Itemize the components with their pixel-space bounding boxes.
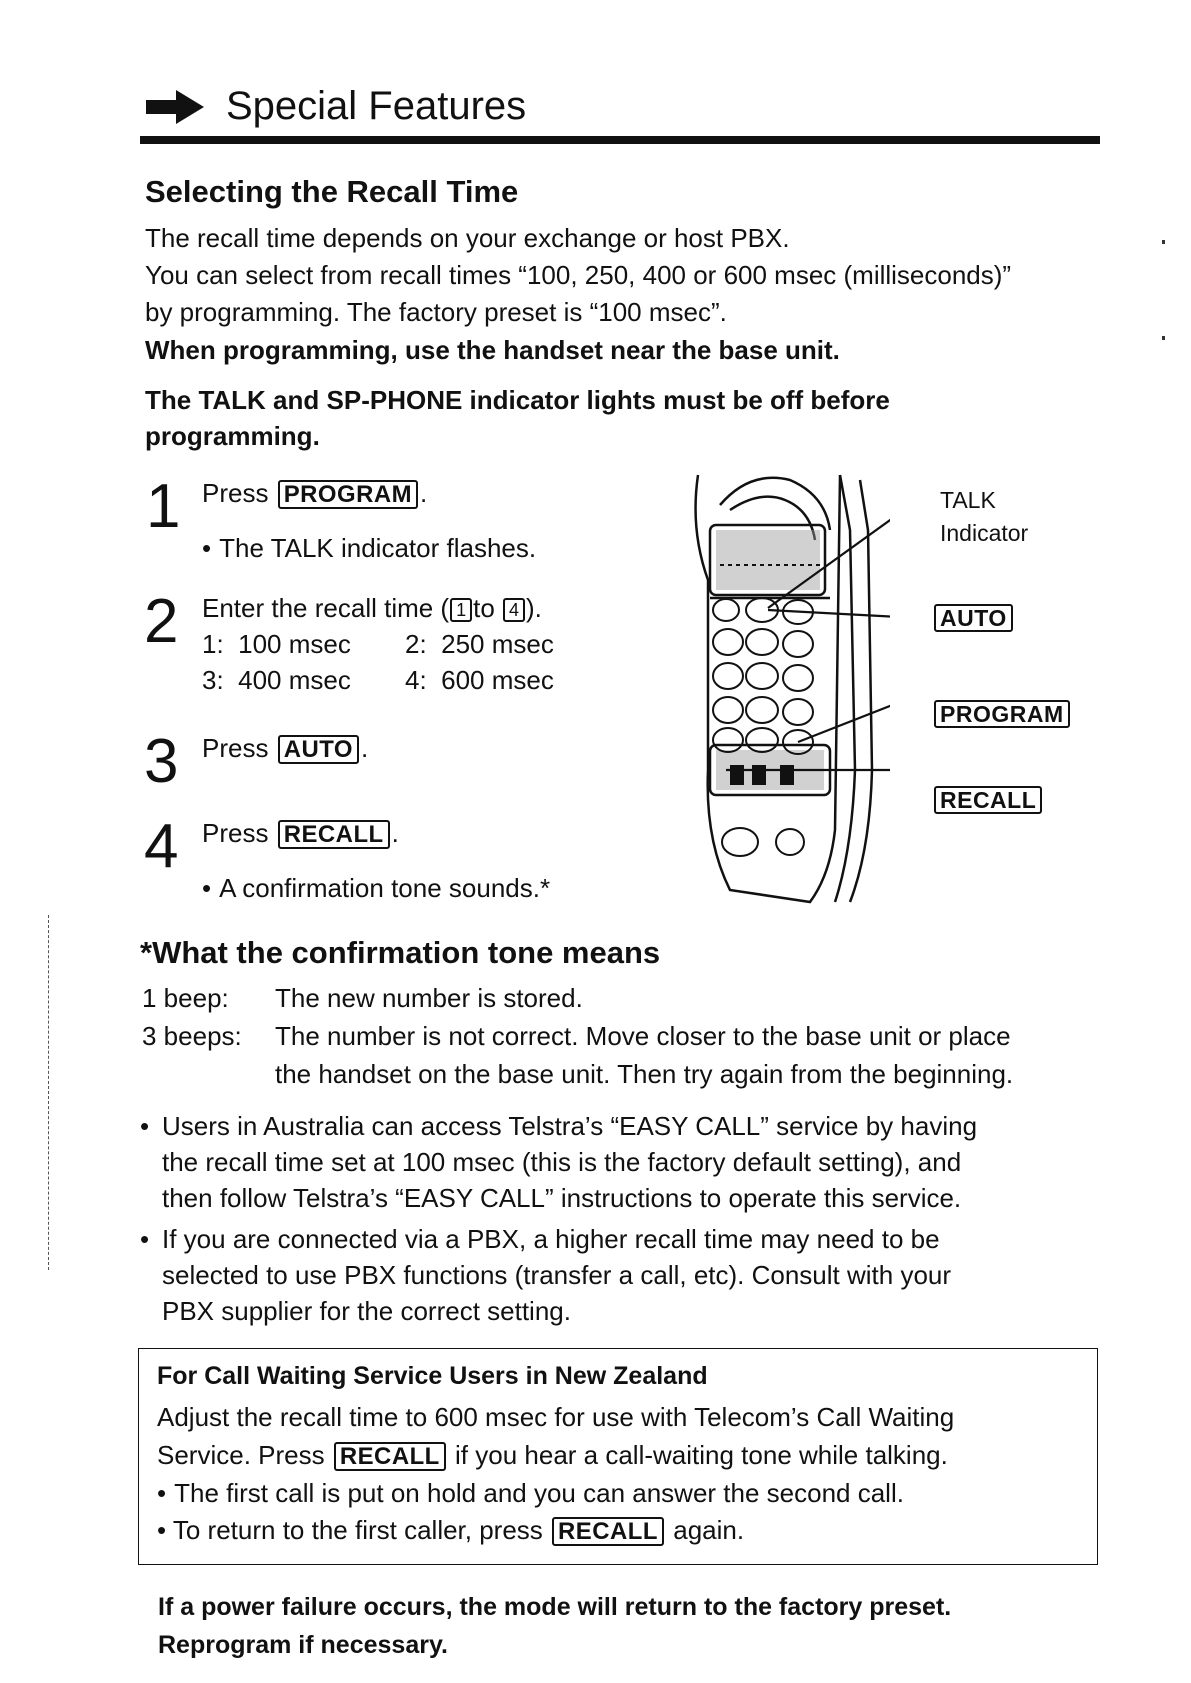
box-text: if you hear a call-waiting tone while talking.: [455, 1440, 948, 1470]
intro-line-1: The recall time depends on your exchange or host PBX.: [145, 223, 790, 253]
indicator-note-1: The TALK and SP-PHONE indicator lights must be off before: [145, 385, 890, 415]
beep-1-key: 1 beep:: [142, 983, 229, 1013]
note-line: the recall time set at 100 msec (this is the factory default setting), and: [162, 1147, 962, 1177]
box-title: For Call Waiting Service Users in New Zealand: [157, 1362, 708, 1390]
program-key: PROGRAM: [278, 480, 418, 509]
bullet-icon: •: [140, 1224, 150, 1254]
page-title: Special Features: [226, 84, 527, 128]
arrow-right-icon: [146, 90, 204, 124]
recall-callout: [932, 786, 1044, 815]
talk-indicator-label: [940, 484, 1028, 550]
step-number: 2: [144, 587, 179, 656]
step-text: Press: [202, 733, 269, 763]
page-header: [140, 78, 1100, 148]
option-400: 3: 400 msec: [202, 665, 351, 695]
digit-4-key: 4: [503, 598, 525, 622]
note-line: [140, 1221, 1100, 1257]
margin-dot: [1162, 336, 1165, 340]
margin-rule: [48, 915, 50, 1270]
step-2: [140, 587, 680, 710]
option-600: 4: 600 msec: [405, 665, 554, 695]
note-pbx: [140, 1221, 1100, 1329]
intro-line-2: You can select from recall times “100, 250, 400 or 600 msec (milliseconds)”: [145, 260, 1012, 290]
box-bullet-2: [157, 1512, 744, 1548]
note-text: If you are connected via a PBX, a higher recall time may need to be: [162, 1224, 940, 1254]
recall-key: RECALL: [278, 820, 390, 849]
program-callout-key: PROGRAM: [934, 700, 1070, 728]
box-line-1: Adjust the recall time to 600 msec for use with Telecom’s Call Waiting: [157, 1402, 955, 1432]
auto-callout: [932, 604, 1015, 633]
note-text: Users in Australia can access Telstra’s “EASY CALL” service by having: [162, 1111, 978, 1141]
step-number: 1: [146, 472, 181, 541]
digit-1-key: 1: [450, 598, 472, 622]
intro-line-3: by programming. The factory preset is “100 msec”.: [145, 297, 727, 327]
talk-label: TALK: [940, 487, 996, 513]
step-text: .: [420, 478, 428, 508]
step-3: [140, 727, 680, 800]
step-text: Press: [202, 478, 269, 508]
box-line-2: [157, 1437, 948, 1473]
box-text: Service. Press: [157, 1440, 325, 1470]
box-bullet-1: • The first call is put on hold and you can answer the second call.: [157, 1475, 904, 1511]
step-note: • The TALK indicator flashes.: [202, 530, 536, 566]
step-number: 4: [144, 812, 179, 881]
beep-1-value: The new number is stored.: [275, 983, 583, 1013]
note-australia: [140, 1108, 1100, 1216]
header-rule: [140, 136, 1100, 144]
recall-key: RECALL: [334, 1442, 446, 1471]
step-instruction: [202, 590, 542, 626]
step-text: ).: [526, 593, 542, 623]
box-text: again.: [673, 1515, 745, 1545]
indicator-label: Indicator: [940, 520, 1029, 546]
beep-3-key: 3 beeps:: [142, 1021, 242, 1051]
auto-key: AUTO: [278, 735, 359, 764]
note-line: then follow Telstra’s “EASY CALL” instructions to operate this service.: [162, 1183, 962, 1213]
programming-note: When programming, use the handset near the base unit.: [145, 335, 840, 365]
bullet-icon: •: [140, 1111, 150, 1141]
step-instruction: [202, 815, 399, 851]
step-number: 3: [144, 727, 179, 796]
option-250: 2: 250 msec: [405, 629, 554, 659]
new-zealand-box: [138, 1348, 1098, 1565]
recall-key: RECALL: [552, 1517, 664, 1546]
note-line: [140, 1108, 1100, 1144]
step-instruction: [202, 730, 368, 766]
beep-3-value-2: the handset on the base unit. Then try again from the beginning.: [275, 1059, 1014, 1089]
confirmation-heading: *What the confirmation tone means: [140, 935, 661, 970]
step-text: Enter the recall time (: [202, 593, 450, 623]
footer-line-1: If a power failure occurs, the mode will return to the factory preset.: [158, 1593, 952, 1621]
box-text: To return to the first caller, press: [172, 1515, 543, 1545]
step-text: .: [361, 733, 369, 763]
step-1: [140, 472, 680, 575]
note-line: PBX supplier for the correct setting.: [162, 1296, 571, 1326]
step-instruction: [202, 475, 427, 511]
step-text: .: [391, 818, 399, 848]
step-text: to: [473, 593, 495, 623]
bullet-icon: •: [157, 1515, 167, 1545]
indicator-note-2: programming.: [145, 421, 320, 451]
note-line: selected to use PBX functions (transfer a call, etc). Consult with your: [162, 1260, 952, 1290]
beep-3-value-1: The number is not correct. Move closer to the base unit or place: [275, 1021, 1011, 1051]
footer-line-2: Reprogram if necessary.: [158, 1631, 448, 1659]
step-note: • A confirmation tone sounds.*: [202, 870, 550, 906]
section-heading: Selecting the Recall Time: [145, 174, 519, 209]
recall-callout-key: RECALL: [934, 786, 1042, 814]
handset-illustration: [690, 470, 890, 910]
program-callout: [932, 700, 1072, 729]
step-text: Press: [202, 818, 269, 848]
auto-callout-key: AUTO: [934, 604, 1013, 632]
option-100: 1: 100 msec: [202, 629, 351, 659]
margin-dot: [1162, 240, 1165, 244]
step-4: [140, 812, 680, 915]
